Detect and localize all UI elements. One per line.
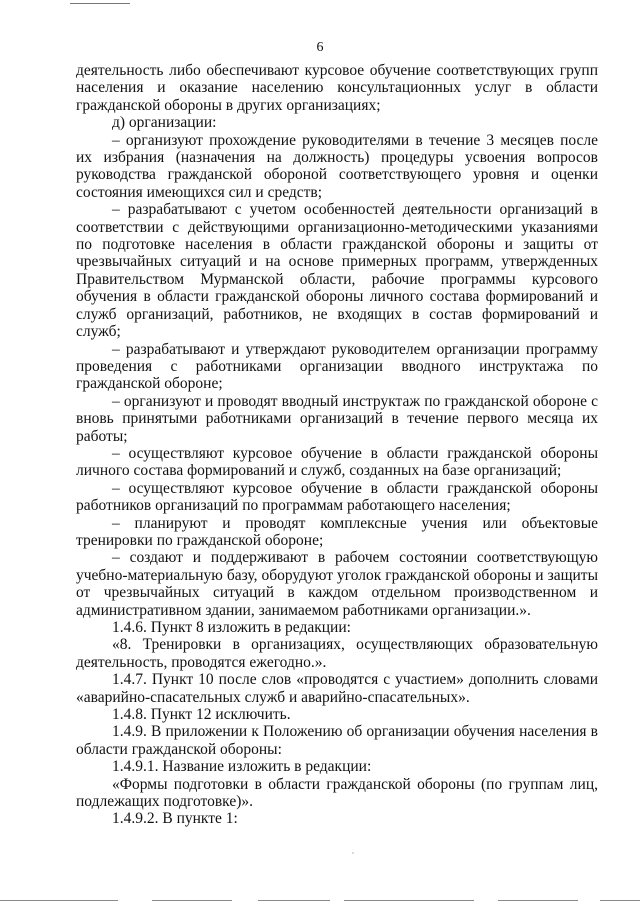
paragraph: – разрабатывают и утверждают руководителем организации программу проведения с работниками организации вводного инструктажа по гражданской обороне; xyxy=(76,340,598,393)
paragraph: – планируют и проводят комплексные учения или объектовые тренировки по гражданской обороне; xyxy=(76,514,598,549)
bottom-mark xyxy=(600,900,640,901)
paragraph: д) организации: xyxy=(112,114,217,132)
bottom-mark xyxy=(498,900,578,901)
paragraph: «Формы подготовки в области гражданской обороны (по группам лиц, подлежащих подготовке)». xyxy=(76,775,598,811)
document-body xyxy=(76,62,598,828)
bottom-crop-marks xyxy=(0,896,640,905)
paragraph: 1.4.7. Пункт 10 после слов «проводятся с участием» дополнить словами «аварийно-спасательных служб и аварийно-спасательных». xyxy=(76,671,598,706)
paragraph: 1.4.9.2. В пункте 1: xyxy=(112,810,238,828)
paragraph: «8. Тренировки в организациях, осуществляющих образовательную деятельность, проводятся ежегодно.». xyxy=(76,636,598,671)
paragraph: 1.4.8. Пункт 12 исключить. xyxy=(112,706,291,724)
paragraph: 1.4.9. В приложении к Положению об организации обучения населения в области гражданской обороны: xyxy=(76,723,598,758)
paragraph: – организуют прохождение руководителями в течение 3 месяцев после их избрания (назначения на должность) процедуры усвоения вопросов руководства гражданской обороной соответствующего уровня и оценки состояния имеющихся сил и средств; xyxy=(76,131,598,201)
paragraph: – осуществляют курсовое обучение в области гражданской обороны личного состава формирований и служб, созданных на базе организаций; xyxy=(76,444,598,480)
bottom-mark xyxy=(344,900,474,901)
paragraph: деятельность либо обеспечивают курсовое обучение соответствующих групп населения и оказание населению консультационных услуг в области гражданской обороны в других организациях; xyxy=(76,62,598,114)
paragraph: – создают и поддерживают в рабочем состоянии соответствующую учебно-материальную базу, оборудуют уголок гражданской обороны и защиты от чрезвычайных ситуаций в каждом отдельном производственном и административном здании, занимаемом работниками организации.». xyxy=(76,549,598,619)
bottom-mark xyxy=(152,900,232,901)
paragraph: – разрабатывают с учетом особенностей деятельности организаций в соответствии с действующими организационно-методическими указаниями по подготовке населения в области гражданской обороны и защиты от чрезвычайных ситуаций и на основе примерных программ, утвержденных Правительством Мурманской области, рабочие программы курсового обучения в области гражданской обороны личного состава формирований и служб организаций, работников, не входящих в состав формирований и служб; xyxy=(76,201,598,341)
bottom-mark xyxy=(0,900,118,901)
scan-speck xyxy=(352,852,354,854)
paragraph: 1.4.9.1. Название изложить в редакции: xyxy=(112,758,372,776)
bottom-mark xyxy=(258,900,330,901)
paragraph: 1.4.6. Пункт 8 изложить в редакции: xyxy=(112,619,351,636)
page-number: 6 xyxy=(316,40,324,55)
top-rule xyxy=(70,3,130,4)
paragraph: – осуществляют курсовое обучение в области гражданской обороны работников организаций по программам работающего населения; xyxy=(76,479,598,515)
paragraph: – организуют и проводят вводный инструктаж по гражданской обороне с вновь принятыми работниками организаций в течение первого месяца их работы; xyxy=(76,392,598,445)
